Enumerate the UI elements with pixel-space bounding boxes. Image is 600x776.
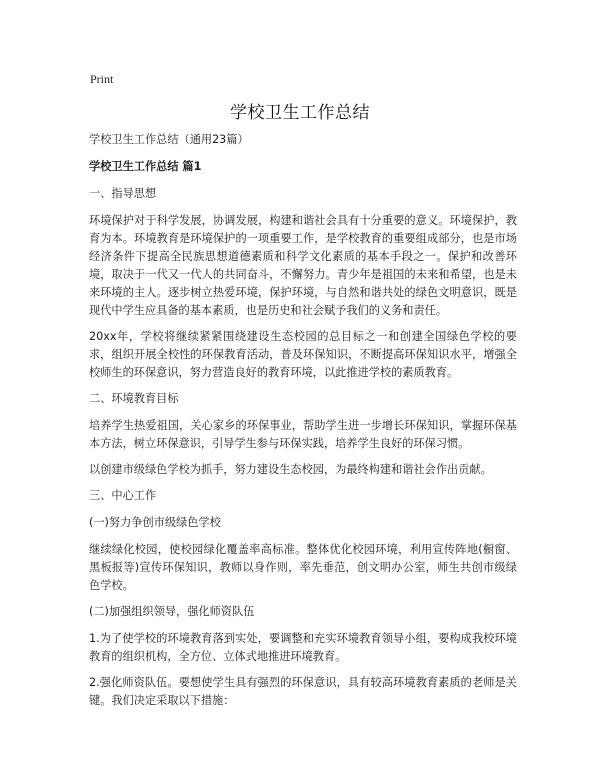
paragraph: 1.为了使学校的环境教育落到实处，要调整和充实环境教育领导小组，要构成我校环境教育的组织机构，全方位、立体式地推进环境教育。 <box>89 632 517 663</box>
document-title: 学校卫生工作总结 <box>230 103 370 123</box>
paragraph: 2.强化师资队伍。要想使学生具有强烈的环保意识，具有较高环境教育素质的老师是关键。我们决定采取以下措施： <box>89 676 517 707</box>
paragraph: 20xx年，学校将继续紧紧围绕建设生态校园的总目标之一和创建全国绿色学校的要求，组织开展全校性的环保教育活动，普及环保知识，不断提高环保知识水平，增强全校师生的环保意识，努力营造良好的教育环境，以此推进学校的素质教育。 <box>89 330 517 379</box>
paragraph: 以创建市级绿色学校为抓手，努力建设生态校园，为最终构建和谐社会作出贡献。 <box>89 463 492 476</box>
heading-guiding-ideology: 一、指导思想 <box>89 187 157 200</box>
section-title: 学校卫生工作总结 篇1 <box>89 160 202 173</box>
document-subtitle: 学校卫生工作总结（通用23篇） <box>89 133 249 146</box>
print-label: Print <box>90 72 114 86</box>
paragraph: 继续绿化校园，使校园绿化覆盖率高标准。整体优化校园环境，利用宣传阵地(橱窗、黑板报等)宣传环保知识，教师以身作则，率先垂范，创文明办公室，师生共创市级绿色学校。 <box>89 543 517 592</box>
document-body <box>89 131 517 715</box>
heading-central-work: 三、中心工作 <box>89 489 157 502</box>
heading-education-goals: 二、环境教育目标 <box>89 392 179 405</box>
paragraph: 环境保护对于科学发展，协调发展，构建和谐社会具有十分重要的意义。环境保护，教育为本。环境教育是环境保护的一项重要工作，是学校教育的重要组成部分，也是市场经济条件下提高全民族思想道德素质和科学文化素质的基本手段之一。保护和改善环境，取决于一代又一代人的共同奋斗，不懈努力。青少年是祖国的未来和希望，也是未来环境的主人。逐步树立热爱环境，保护环境，与自然和谐共处的绿色文明意识，既是现代中学生应具备的基本素质，也是历史和社会赋予我们的义务和责任。 <box>89 214 517 317</box>
subheading-leadership: (二)加强组织领导，强化师资队伍 <box>89 605 255 618</box>
subheading-green-school: (一)努力争创市级绿色学校 <box>89 516 221 529</box>
paragraph: 培养学生热爱祖国，关心家乡的环保事业，帮助学生进一步增长环保知识，掌握环保基本方法，树立环保意识，引导学生参与环保实践，培养学生良好的环保习惯。 <box>89 419 517 450</box>
